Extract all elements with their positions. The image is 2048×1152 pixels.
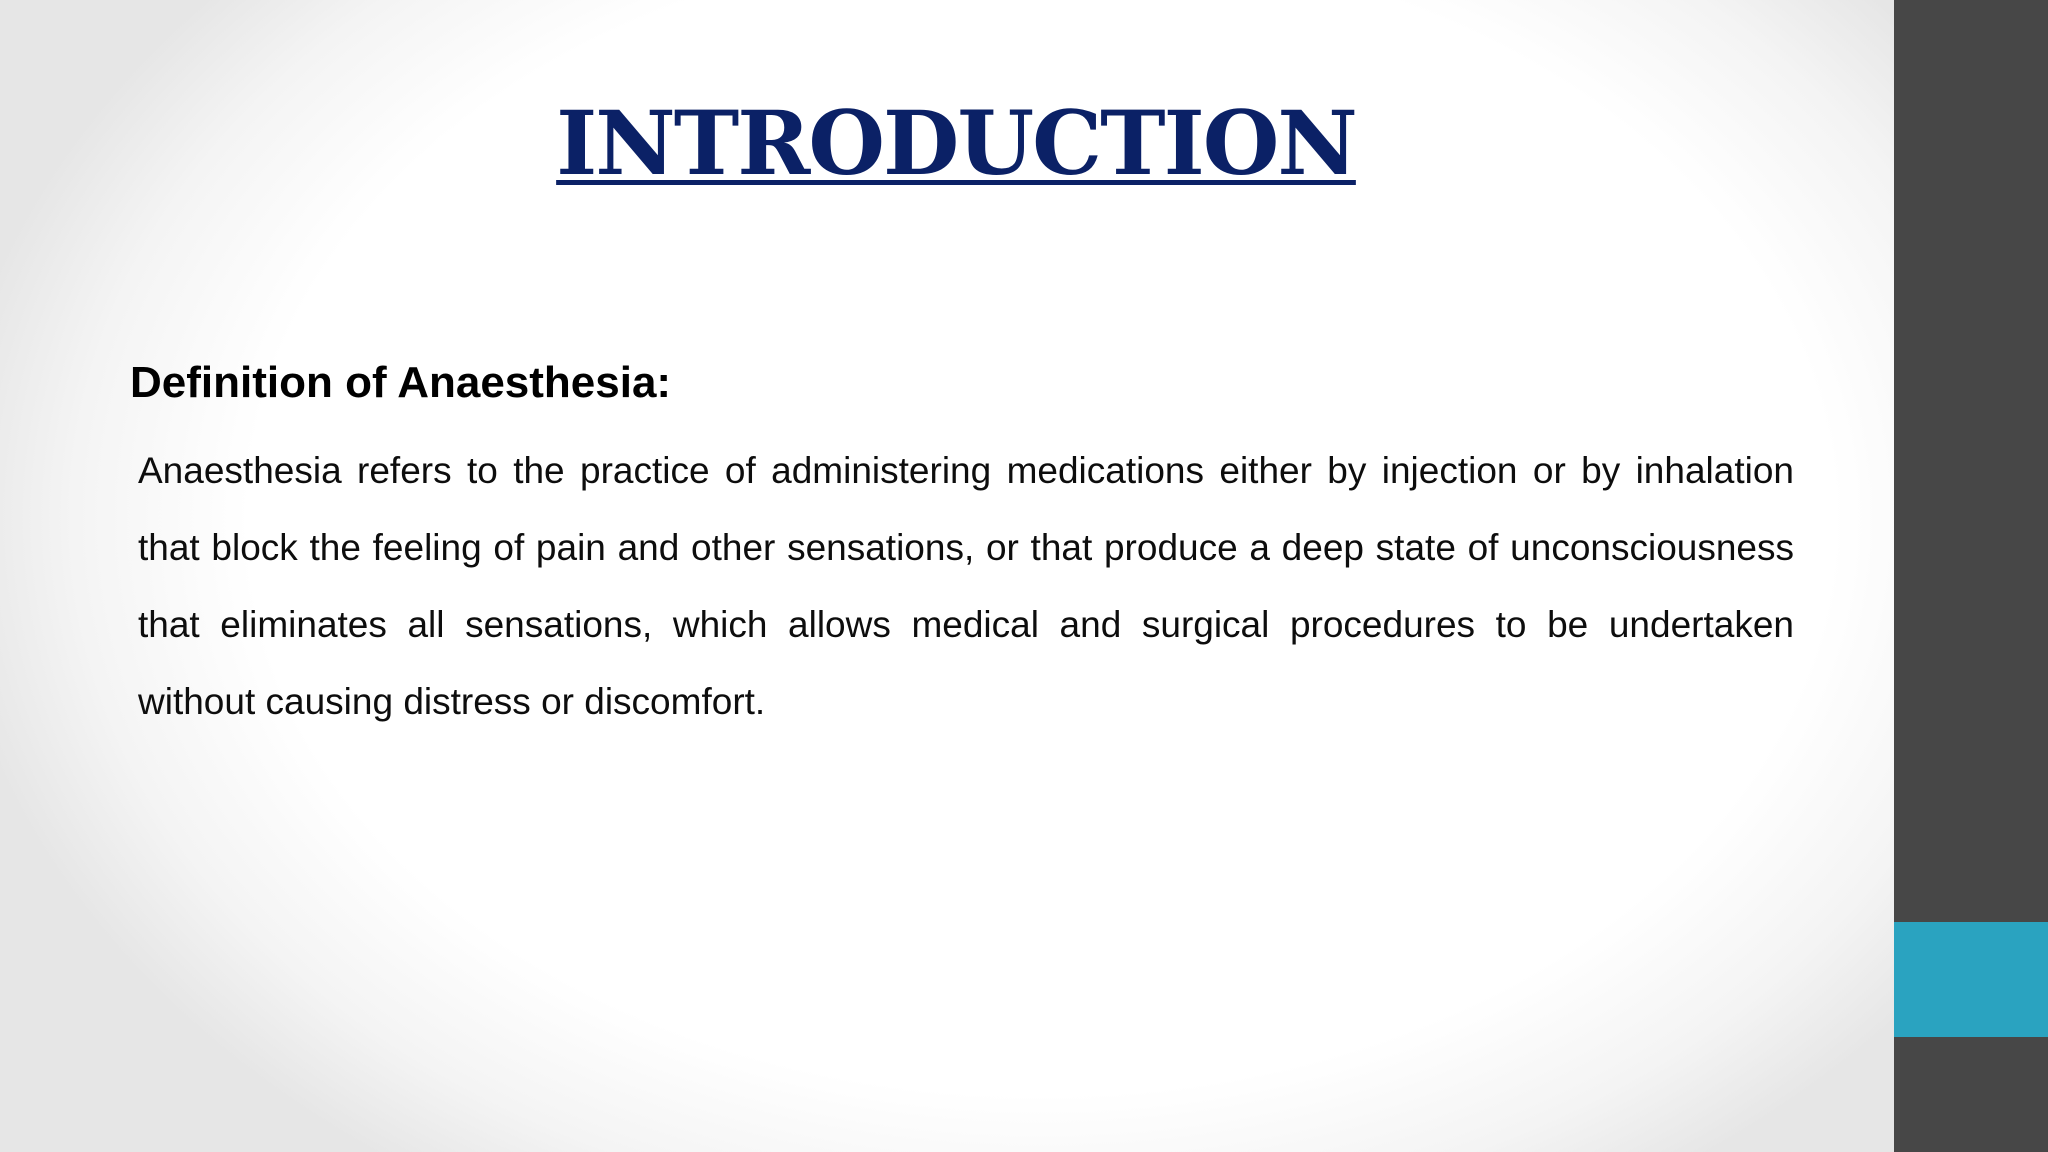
side-accent-block (1894, 922, 2048, 1037)
definition-heading: Definition of Anaesthesia: (130, 358, 672, 407)
side-decor-bar (1894, 0, 2048, 1152)
definition-paragraph: Anaesthesia refers to the practice of administering medications either by injection or by inhalation that block the feeling of pain and other sensations, or that produce a deep state of unconsciousness that eliminates all sensations, which allows medical and surgical procedures to be undertaken without causing distress or discomfort. (138, 450, 1794, 722)
slide-title: INTRODUCTION (556, 91, 1356, 195)
